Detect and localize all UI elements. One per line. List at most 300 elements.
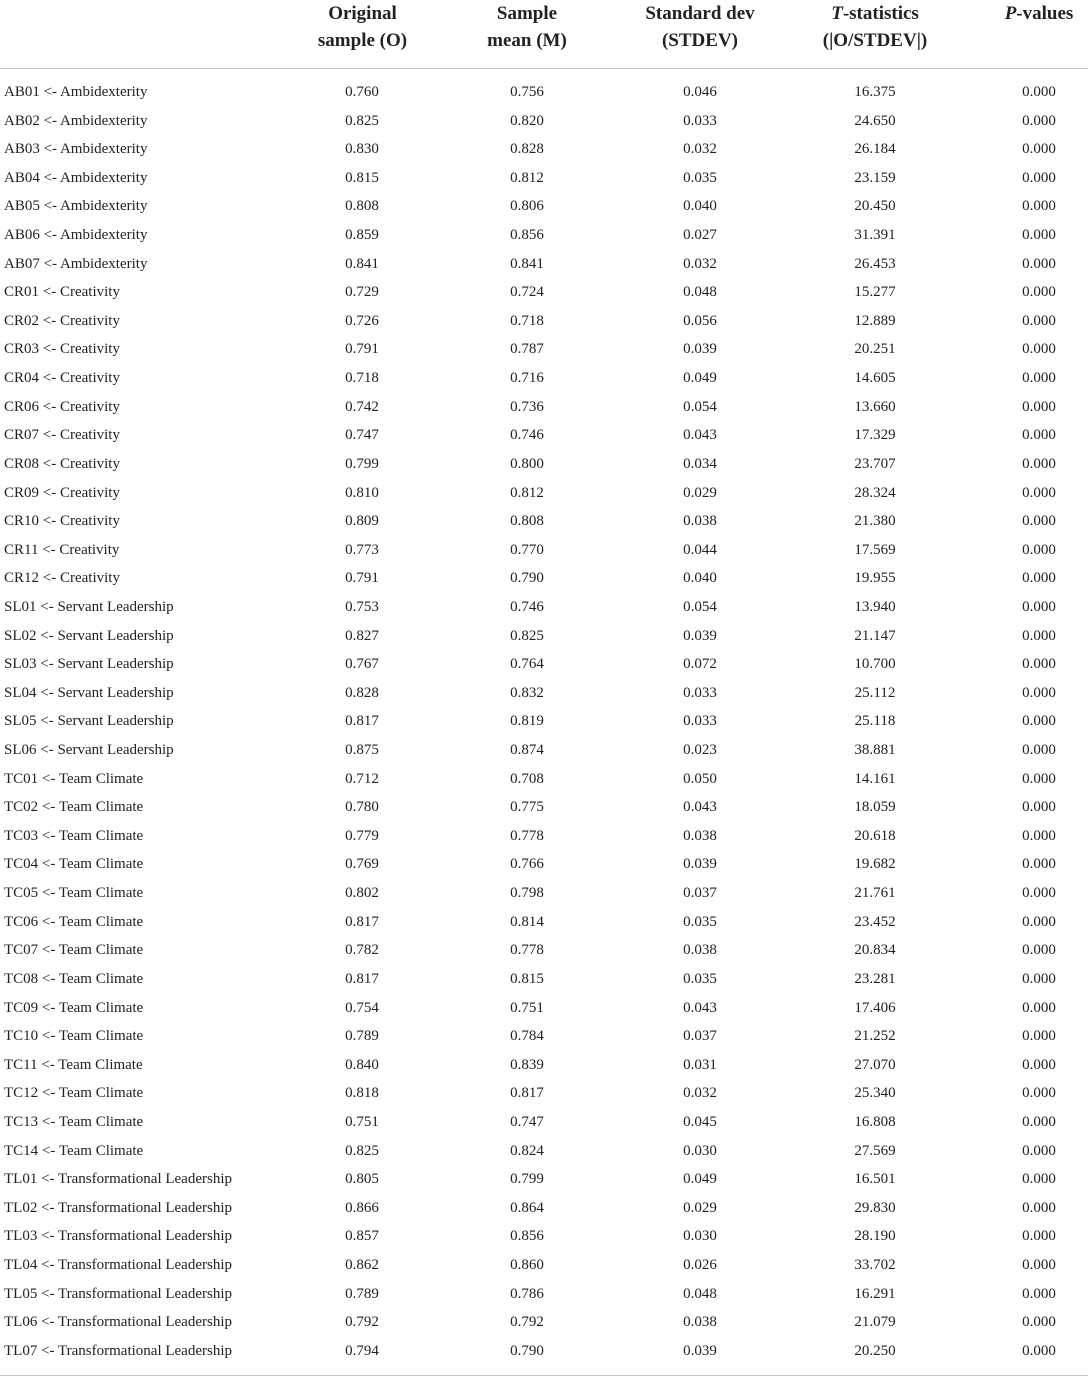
- table-row: [0, 507, 1088, 536]
- table-row: [0, 78, 1088, 107]
- stdev-cell: 0.034: [683, 455, 717, 472]
- t-statistic-cell: 13.660: [854, 398, 896, 415]
- table-row: [0, 1337, 1088, 1366]
- t-statistic-cell: 17.569: [854, 541, 896, 558]
- indicator-cell: TC12 <- Team Climate: [4, 1085, 144, 1102]
- table-row: [0, 707, 1088, 736]
- p-value-cell: 0.000: [1022, 455, 1056, 472]
- sample-mean-cell: 0.815: [510, 970, 544, 987]
- stdev-cell: 0.049: [683, 370, 717, 387]
- t-statistic-cell: 27.070: [854, 1056, 896, 1073]
- original-sample-cell: 0.792: [345, 1314, 379, 1331]
- indicator-cell: TC07 <- Team Climate: [4, 942, 144, 959]
- p-value-cell: 0.000: [1022, 169, 1056, 186]
- table-row: [0, 221, 1088, 250]
- indicator-cell: SL06 <- Servant Leadership: [4, 742, 174, 759]
- sample-mean-cell: 0.800: [510, 455, 544, 472]
- header-mean-line1: Sample: [496, 3, 558, 24]
- p-value-cell: 0.000: [1022, 942, 1056, 959]
- t-statistic-cell: 17.329: [854, 427, 896, 444]
- p-value-cell: 0.000: [1022, 255, 1056, 272]
- sample-mean-cell: 0.812: [510, 484, 544, 501]
- indicator-cell: SL03 <- Servant Leadership: [4, 656, 174, 673]
- stdev-cell: 0.035: [683, 913, 717, 930]
- p-value-cell: 0.000: [1022, 1342, 1056, 1359]
- t-statistic-cell: 38.881: [854, 742, 896, 759]
- indicator-cell: CR06 <- Creativity: [4, 398, 120, 415]
- p-value-cell: 0.000: [1022, 1171, 1056, 1188]
- indicator-cell: TC08 <- Team Climate: [4, 970, 144, 987]
- t-statistic-cell: 16.291: [854, 1285, 896, 1302]
- table-row: [0, 1280, 1088, 1309]
- p-value-cell: 0.000: [1022, 885, 1056, 902]
- table-bottom-rule: [0, 1375, 1088, 1376]
- table-row: [0, 1194, 1088, 1223]
- table-row: [0, 192, 1088, 221]
- stdev-cell: 0.023: [683, 742, 717, 759]
- original-sample-cell: 0.767: [345, 656, 379, 673]
- original-sample-cell: 0.840: [345, 1056, 379, 1073]
- header-pvalues-rest: -values: [1016, 3, 1074, 24]
- indicator-cell: TL03 <- Transformational Leadership: [4, 1228, 232, 1245]
- original-sample-cell: 0.808: [345, 198, 379, 215]
- sample-mean-cell: 0.808: [510, 513, 544, 530]
- stdev-cell: 0.035: [683, 970, 717, 987]
- indicator-cell: TL04 <- Transformational Leadership: [4, 1256, 232, 1273]
- p-value-cell: 0.000: [1022, 970, 1056, 987]
- t-statistic-cell: 25.118: [854, 713, 896, 730]
- indicator-cell: AB07 <- Ambidexterity: [4, 255, 148, 272]
- p-value-cell: 0.000: [1022, 427, 1056, 444]
- indicator-cell: AB01 <- Ambidexterity: [4, 84, 148, 100]
- t-statistic-cell: 28.190: [854, 1228, 896, 1245]
- stdev-cell: 0.072: [683, 656, 717, 673]
- sample-mean-cell: 0.787: [510, 341, 544, 358]
- original-sample-cell: 0.754: [345, 999, 379, 1016]
- t-statistic-cell: 27.569: [854, 1142, 896, 1159]
- table-row: [0, 765, 1088, 794]
- p-value-cell: 0.000: [1022, 541, 1056, 558]
- table-row: [0, 793, 1088, 822]
- sample-mean-cell: 0.820: [510, 112, 544, 129]
- header-pvalues-italic: P: [1004, 3, 1017, 24]
- p-value-cell: 0.000: [1022, 742, 1056, 759]
- p-value-cell: 0.000: [1022, 913, 1056, 930]
- indicator-cell: AB03 <- Ambidexterity: [4, 141, 148, 158]
- p-value-cell: 0.000: [1022, 598, 1056, 615]
- original-sample-cell: 0.791: [345, 341, 379, 358]
- t-statistic-cell: 25.112: [854, 684, 896, 701]
- indicator-cell: TC11 <- Team Climate: [4, 1056, 143, 1073]
- indicator-cell: TC06 <- Team Climate: [4, 913, 144, 930]
- original-sample-cell: 0.718: [345, 370, 379, 387]
- header-standard-dev: [630, 0, 770, 54]
- indicator-cell: TL05 <- Transformational Leadership: [4, 1285, 232, 1302]
- table-row: [0, 1108, 1088, 1137]
- sample-mean-cell: 0.799: [510, 1171, 544, 1188]
- table-row: [0, 164, 1088, 193]
- sample-mean-cell: 0.798: [510, 885, 544, 902]
- table-row: [0, 450, 1088, 479]
- table-row: [0, 650, 1088, 679]
- stdev-cell: 0.026: [683, 1256, 717, 1273]
- p-value-cell: 0.000: [1022, 684, 1056, 701]
- original-sample-cell: 0.875: [345, 742, 379, 759]
- stdev-cell: 0.035: [683, 169, 717, 186]
- sample-mean-cell: 0.736: [510, 398, 544, 415]
- sample-mean-cell: 0.860: [510, 1256, 544, 1273]
- sample-mean-cell: 0.746: [510, 427, 544, 444]
- table-row: [0, 622, 1088, 651]
- sample-mean-cell: 0.784: [510, 1028, 544, 1045]
- table-row: [0, 850, 1088, 879]
- t-statistic-cell: 12.889: [854, 312, 896, 329]
- original-sample-cell: 0.805: [345, 1171, 379, 1188]
- stdev-cell: 0.045: [683, 1113, 717, 1130]
- p-value-cell: 0.000: [1022, 799, 1056, 816]
- table-row: [0, 936, 1088, 965]
- p-value-cell: 0.000: [1022, 1028, 1056, 1045]
- sample-mean-cell: 0.778: [510, 942, 544, 959]
- original-sample-cell: 0.862: [345, 1256, 379, 1273]
- original-sample-cell: 0.769: [345, 856, 379, 873]
- header-stdev-line2: (STDEV): [661, 30, 738, 51]
- original-sample-cell: 0.799: [345, 455, 379, 472]
- sample-mean-cell: 0.792: [510, 1314, 544, 1331]
- indicator-cell: TL07 <- Transformational Leadership: [4, 1342, 232, 1359]
- p-value-cell: 0.000: [1022, 398, 1056, 415]
- header-t-statistics: [800, 0, 950, 54]
- original-sample-cell: 0.817: [345, 713, 379, 730]
- stdev-cell: 0.038: [683, 942, 717, 959]
- original-sample-cell: 0.827: [345, 627, 379, 644]
- original-sample-cell: 0.841: [345, 255, 379, 272]
- p-value-cell: 0.000: [1022, 827, 1056, 844]
- indicator-cell: TC13 <- Team Climate: [4, 1113, 144, 1130]
- stdev-cell: 0.027: [683, 227, 717, 244]
- header-original-sample: [300, 0, 425, 54]
- sample-mean-cell: 0.814: [510, 913, 544, 930]
- indicator-cell: CR12 <- Creativity: [4, 570, 120, 587]
- original-sample-cell: 0.751: [345, 1113, 379, 1130]
- header-tstat-italic: T: [831, 3, 843, 24]
- t-statistic-cell: 13.940: [854, 598, 896, 615]
- indicator-cell: TC14 <- Team Climate: [4, 1142, 144, 1159]
- t-statistic-cell: 21.252: [854, 1028, 896, 1045]
- original-sample-cell: 0.815: [345, 169, 379, 186]
- original-sample-cell: 0.794: [345, 1342, 379, 1359]
- header-pvalues-line1: [980, 0, 1091, 27]
- table-row: [0, 364, 1088, 393]
- sample-mean-cell: 0.751: [510, 999, 544, 1016]
- p-value-cell: 0.000: [1022, 999, 1056, 1016]
- table-row: [0, 1222, 1088, 1251]
- p-value-cell: 0.000: [1022, 1056, 1056, 1073]
- stdev-cell: 0.054: [683, 598, 717, 615]
- p-value-cell: 0.000: [1022, 1228, 1056, 1245]
- sample-mean-cell: 0.828: [510, 141, 544, 158]
- table-row: [0, 908, 1088, 937]
- original-sample-cell: 0.802: [345, 885, 379, 902]
- t-statistic-cell: 16.808: [854, 1113, 896, 1130]
- sample-mean-cell: 0.856: [510, 1228, 544, 1245]
- sample-mean-cell: 0.832: [510, 684, 544, 701]
- stdev-cell: 0.030: [683, 1228, 717, 1245]
- indicator-cell: AB04 <- Ambidexterity: [4, 169, 148, 186]
- table-row: [0, 593, 1088, 622]
- indicator-cell: AB06 <- Ambidexterity: [4, 227, 148, 244]
- stdev-cell: 0.032: [683, 1085, 717, 1102]
- t-statistic-cell: 33.702: [854, 1256, 896, 1273]
- original-sample-cell: 0.859: [345, 227, 379, 244]
- p-value-cell: 0.000: [1022, 198, 1056, 215]
- indicator-cell: SL04 <- Servant Leadership: [4, 684, 174, 701]
- stdev-cell: 0.033: [683, 112, 717, 129]
- stdev-cell: 0.043: [683, 999, 717, 1016]
- original-sample-cell: 0.825: [345, 1142, 379, 1159]
- sample-mean-cell: 0.790: [510, 570, 544, 587]
- indicator-cell: CR08 <- Creativity: [4, 455, 120, 472]
- original-sample-cell: 0.791: [345, 570, 379, 587]
- table-header: [0, 0, 1088, 69]
- table-row: [0, 1051, 1088, 1080]
- sample-mean-cell: 0.756: [510, 84, 544, 100]
- p-value-cell: 0.000: [1022, 341, 1056, 358]
- table-row: [0, 250, 1088, 279]
- stdev-cell: 0.038: [683, 827, 717, 844]
- sample-mean-cell: 0.864: [510, 1199, 544, 1216]
- header-original-line2: sample (O): [317, 30, 408, 51]
- table-row: [0, 536, 1088, 565]
- table-row: [0, 335, 1088, 364]
- p-value-cell: 0.000: [1022, 284, 1056, 301]
- table-body: [0, 78, 1088, 1365]
- original-sample-cell: 0.712: [345, 770, 379, 787]
- p-value-cell: 0.000: [1022, 112, 1056, 129]
- sample-mean-cell: 0.824: [510, 1142, 544, 1159]
- indicator-cell: SL02 <- Servant Leadership: [4, 627, 174, 644]
- stdev-cell: 0.046: [683, 84, 717, 100]
- p-value-cell: 0.000: [1022, 1085, 1056, 1102]
- indicator-cell: TC01 <- Team Climate: [4, 770, 144, 787]
- sample-mean-cell: 0.716: [510, 370, 544, 387]
- table-row: [0, 421, 1088, 450]
- header-tstat-line1: [800, 0, 950, 27]
- indicator-cell: TC03 <- Team Climate: [4, 827, 144, 844]
- t-statistic-cell: 20.450: [854, 198, 896, 215]
- t-statistic-cell: 23.707: [854, 455, 896, 472]
- original-sample-cell: 0.830: [345, 141, 379, 158]
- stdev-cell: 0.029: [683, 484, 717, 501]
- p-value-cell: 0.000: [1022, 1113, 1056, 1130]
- p-value-cell: 0.000: [1022, 141, 1056, 158]
- t-statistic-cell: 20.618: [854, 827, 896, 844]
- p-value-cell: 0.000: [1022, 1142, 1056, 1159]
- t-statistic-cell: 29.830: [854, 1199, 896, 1216]
- table-row: [0, 879, 1088, 908]
- original-sample-cell: 0.789: [345, 1285, 379, 1302]
- sample-mean-cell: 0.746: [510, 598, 544, 615]
- indicator-cell: SL05 <- Servant Leadership: [4, 713, 174, 730]
- indicator-cell: TC04 <- Team Climate: [4, 856, 144, 873]
- stdev-cell: 0.054: [683, 398, 717, 415]
- sample-mean-cell: 0.841: [510, 255, 544, 272]
- t-statistic-cell: 20.251: [854, 341, 896, 358]
- stdev-cell: 0.038: [683, 513, 717, 530]
- t-statistic-cell: 10.700: [854, 656, 896, 673]
- sample-mean-cell: 0.708: [510, 770, 544, 787]
- indicator-cell: CR01 <- Creativity: [4, 284, 120, 301]
- stdev-cell: 0.037: [683, 885, 717, 902]
- sample-mean-cell: 0.764: [510, 656, 544, 673]
- original-sample-cell: 0.810: [345, 484, 379, 501]
- p-value-cell: 0.000: [1022, 856, 1056, 873]
- table-row: [0, 564, 1088, 593]
- indicator-cell: TC10 <- Team Climate: [4, 1028, 144, 1045]
- t-statistic-cell: 14.605: [854, 370, 896, 387]
- stdev-cell: 0.032: [683, 141, 717, 158]
- t-statistic-cell: 15.277: [854, 284, 896, 301]
- stdev-cell: 0.040: [683, 570, 717, 587]
- indicator-cell: TC09 <- Team Climate: [4, 999, 144, 1016]
- table-row: [0, 107, 1088, 136]
- t-statistic-cell: 21.380: [854, 513, 896, 530]
- header-stdev-line1: Standard dev: [645, 3, 755, 24]
- stdev-cell: 0.048: [683, 1285, 717, 1302]
- t-statistic-cell: 25.340: [854, 1085, 896, 1102]
- sample-mean-cell: 0.856: [510, 227, 544, 244]
- p-value-cell: 0.000: [1022, 227, 1056, 244]
- stdev-cell: 0.039: [683, 341, 717, 358]
- t-statistic-cell: 31.391: [854, 227, 896, 244]
- stdev-cell: 0.056: [683, 312, 717, 329]
- original-sample-cell: 0.729: [345, 284, 379, 301]
- indicator-cell: TL01 <- Transformational Leadership: [4, 1171, 232, 1188]
- p-value-cell: 0.000: [1022, 627, 1056, 644]
- original-sample-cell: 0.780: [345, 799, 379, 816]
- original-sample-cell: 0.818: [345, 1085, 379, 1102]
- original-sample-cell: 0.782: [345, 942, 379, 959]
- p-value-cell: 0.000: [1022, 1199, 1056, 1216]
- table-row: [0, 393, 1088, 422]
- table-row: [0, 822, 1088, 851]
- p-value-cell: 0.000: [1022, 570, 1056, 587]
- indicator-cell: CR04 <- Creativity: [4, 370, 120, 387]
- indicator-cell: CR07 <- Creativity: [4, 427, 120, 444]
- header-tstat-rest: -statistics: [842, 3, 919, 24]
- sample-mean-cell: 0.819: [510, 713, 544, 730]
- original-sample-cell: 0.817: [345, 970, 379, 987]
- p-value-cell: 0.000: [1022, 1314, 1056, 1331]
- indicator-cell: AB02 <- Ambidexterity: [4, 112, 148, 129]
- sample-mean-cell: 0.874: [510, 742, 544, 759]
- stdev-cell: 0.050: [683, 770, 717, 787]
- t-statistic-cell: 19.955: [854, 570, 896, 587]
- p-value-cell: 0.000: [1022, 84, 1056, 100]
- stdev-cell: 0.032: [683, 255, 717, 272]
- original-sample-cell: 0.742: [345, 398, 379, 415]
- header-original-line1: Original: [328, 3, 397, 24]
- p-value-cell: 0.000: [1022, 656, 1056, 673]
- stdev-cell: 0.039: [683, 627, 717, 644]
- p-value-cell: 0.000: [1022, 770, 1056, 787]
- t-statistic-cell: 21.761: [854, 885, 896, 902]
- table-row: [0, 994, 1088, 1023]
- sample-mean-cell: 0.806: [510, 198, 544, 215]
- t-statistic-cell: 21.079: [854, 1314, 896, 1331]
- t-statistic-cell: 19.682: [854, 856, 896, 873]
- table-row: [0, 965, 1088, 994]
- stdev-cell: 0.040: [683, 198, 717, 215]
- header-p-values: [980, 0, 1091, 27]
- p-value-cell: 0.000: [1022, 1256, 1056, 1273]
- t-statistic-cell: 16.375: [854, 84, 896, 100]
- t-statistic-cell: 23.281: [854, 970, 896, 987]
- t-statistic-cell: 14.161: [854, 770, 896, 787]
- stdev-cell: 0.039: [683, 1342, 717, 1359]
- header-sample-mean: [462, 0, 592, 54]
- t-statistic-cell: 20.834: [854, 942, 896, 959]
- indicator-cell: TC05 <- Team Climate: [4, 885, 144, 902]
- original-sample-cell: 0.726: [345, 312, 379, 329]
- t-statistic-cell: 21.147: [854, 627, 896, 644]
- sample-mean-cell: 0.786: [510, 1285, 544, 1302]
- original-sample-cell: 0.857: [345, 1228, 379, 1245]
- indicator-cell: AB05 <- Ambidexterity: [4, 198, 148, 215]
- t-statistic-cell: 16.501: [854, 1171, 896, 1188]
- sample-mean-cell: 0.812: [510, 169, 544, 186]
- indicator-cell: TC02 <- Team Climate: [4, 799, 144, 816]
- table-row: [0, 1308, 1088, 1337]
- t-statistic-cell: 26.453: [854, 255, 896, 272]
- indicator-cell: CR09 <- Creativity: [4, 484, 120, 501]
- original-sample-cell: 0.809: [345, 513, 379, 530]
- original-sample-cell: 0.825: [345, 112, 379, 129]
- sample-mean-cell: 0.724: [510, 284, 544, 301]
- t-statistic-cell: 17.406: [854, 999, 896, 1016]
- stdev-cell: 0.043: [683, 799, 717, 816]
- stdev-cell: 0.038: [683, 1314, 717, 1331]
- original-sample-cell: 0.779: [345, 827, 379, 844]
- stdev-cell: 0.048: [683, 284, 717, 301]
- original-sample-cell: 0.789: [345, 1028, 379, 1045]
- t-statistic-cell: 28.324: [854, 484, 896, 501]
- stdev-cell: 0.033: [683, 713, 717, 730]
- sample-mean-cell: 0.770: [510, 541, 544, 558]
- p-value-cell: 0.000: [1022, 370, 1056, 387]
- stdev-cell: 0.039: [683, 856, 717, 873]
- stdev-cell: 0.044: [683, 541, 717, 558]
- t-statistic-cell: 20.250: [854, 1342, 896, 1359]
- original-sample-cell: 0.866: [345, 1199, 379, 1216]
- stdev-cell: 0.030: [683, 1142, 717, 1159]
- p-value-cell: 0.000: [1022, 513, 1056, 530]
- sample-mean-cell: 0.766: [510, 856, 544, 873]
- sample-mean-cell: 0.718: [510, 312, 544, 329]
- original-sample-cell: 0.817: [345, 913, 379, 930]
- indicator-cell: SL01 <- Servant Leadership: [4, 598, 174, 615]
- sample-mean-cell: 0.825: [510, 627, 544, 644]
- sample-mean-cell: 0.790: [510, 1342, 544, 1359]
- t-statistic-cell: 24.650: [854, 112, 896, 129]
- sample-mean-cell: 0.747: [510, 1113, 544, 1130]
- header-tstat-line2: (|O/STDEV|): [822, 30, 928, 51]
- table-row: [0, 307, 1088, 336]
- indicator-cell: TL06 <- Transformational Leadership: [4, 1314, 232, 1331]
- stdev-cell: 0.029: [683, 1199, 717, 1216]
- original-sample-cell: 0.747: [345, 427, 379, 444]
- indicator-cell: CR03 <- Creativity: [4, 341, 120, 358]
